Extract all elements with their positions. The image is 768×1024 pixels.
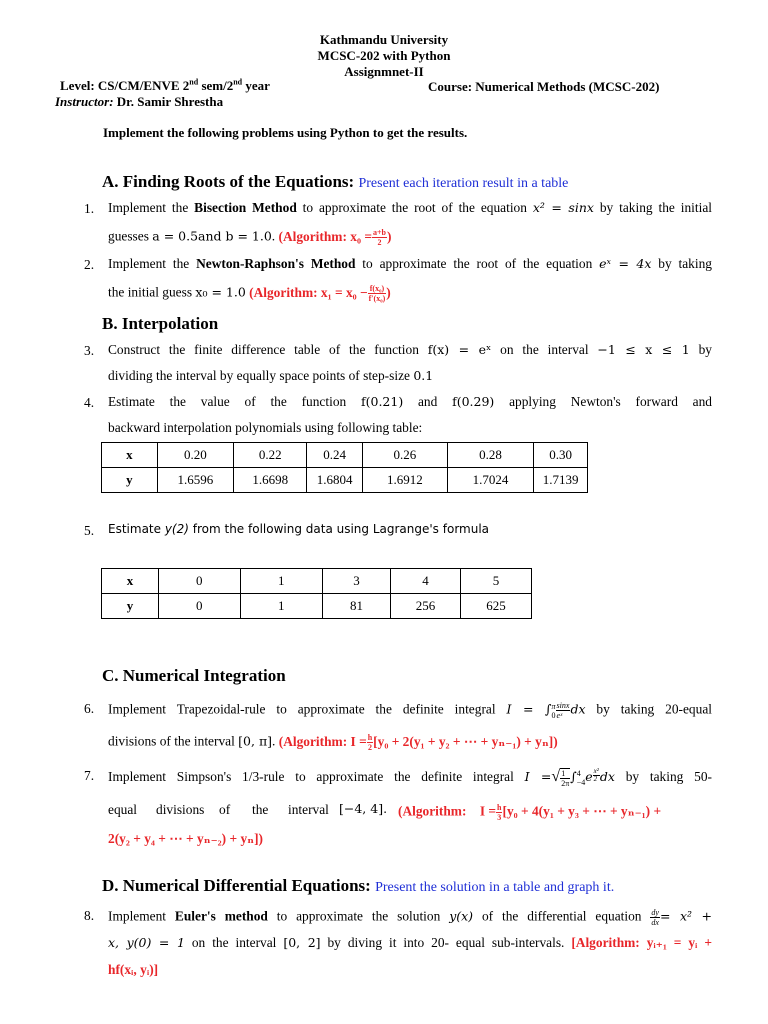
university-name: Kathmandu University xyxy=(319,32,449,47)
p7-text-b: by taking 50- xyxy=(614,769,712,785)
p7-root-fraction xyxy=(560,768,570,788)
p7-word-interval: interval xyxy=(288,802,329,817)
table-row xyxy=(102,594,532,619)
p6-integral: I = ∫ xyxy=(506,701,552,717)
problem-8-line-1 xyxy=(108,908,712,927)
p1-alg-den: 2 xyxy=(377,238,382,247)
table-cell: 1.6596 xyxy=(157,468,233,493)
p8-text-c: to approximate the solution xyxy=(267,908,450,924)
p2-guess-label: the initial guess xyxy=(108,284,196,300)
p7-root-den: 2π xyxy=(561,779,570,788)
p2-guess: x₀ = 1.0 xyxy=(195,284,246,300)
table-cell: 0.20 xyxy=(157,443,233,468)
p3-text-b: on the interval xyxy=(491,342,598,357)
table-header-cell: x xyxy=(102,569,159,594)
p8-deriv-den: dx xyxy=(651,918,659,927)
problem-2-number: 2. xyxy=(84,257,95,272)
p7-limits xyxy=(577,769,586,787)
p8-initial-condition: x, y(0) = 1 xyxy=(108,935,185,950)
p8-deriv-num: dy xyxy=(651,908,659,917)
p2-text-a: Implement the xyxy=(108,256,197,271)
p5-target: y(2) xyxy=(164,522,189,536)
p4-value-1: f(0.21) xyxy=(360,394,404,409)
p6-interval: [0, π] xyxy=(238,733,273,749)
p6-interval-label: divisions of the interval xyxy=(108,733,239,749)
p1-period: . xyxy=(271,228,279,244)
problem-3-number: 3. xyxy=(84,343,95,358)
problem-2-line-1 xyxy=(108,257,712,271)
p8-interval: [0, 2] xyxy=(283,935,321,950)
table-cell: 1.6698 xyxy=(234,468,307,493)
p7-integral-sign: ∫ xyxy=(570,769,577,785)
p6-period: . xyxy=(272,733,279,749)
table-header-cell: x xyxy=(102,443,158,468)
p1-text-d: by taking the initial xyxy=(593,200,712,215)
table-row xyxy=(102,569,532,594)
p7-exp-den: 2 xyxy=(593,775,598,783)
p7-alg-formula: [y₀ + 4(y₁ + y₃ + ⋯ + yₙ₋₁) + xyxy=(502,803,662,819)
p2-text-d: by taking xyxy=(651,256,712,271)
table-cell: 0.24 xyxy=(307,443,363,468)
p6-lower-limit: 0 xyxy=(551,710,556,720)
table-cell: 0 xyxy=(159,594,241,619)
p6-integrand xyxy=(556,701,571,720)
instructor-line xyxy=(55,94,223,110)
p2-text-c: to approximate the root of the equation xyxy=(355,256,600,271)
table-cell: 81 xyxy=(323,594,391,619)
p2-alg-num: f(x₀) xyxy=(368,284,387,294)
p2-alg-fraction xyxy=(368,284,387,303)
problem-6-line-2 xyxy=(108,733,712,752)
p7-word-of: of xyxy=(219,802,231,817)
p7-lower-limit: −4 xyxy=(576,778,586,787)
level-line xyxy=(60,78,270,94)
p3-text-c: by xyxy=(689,342,712,357)
problem-4-line-1 xyxy=(108,395,712,409)
p1-algorithm xyxy=(278,228,392,247)
p8-text-e: on the interval xyxy=(184,935,284,950)
p6-alg-den: 2 xyxy=(367,743,372,752)
table-header-cell: y xyxy=(102,594,159,619)
instructor-name: Dr. Samir Shrestha xyxy=(113,94,224,109)
level-sup-1: nd xyxy=(189,77,199,87)
problem-7-line-1 xyxy=(108,768,712,788)
p6-text-b: by taking 20-equal xyxy=(585,701,712,717)
p7-word-the: the xyxy=(252,802,269,817)
p7-text-a: Implement Simpson's 1/3-rule to approximate the definite integral xyxy=(108,769,525,785)
p1-guesses-label: guesses xyxy=(108,228,153,244)
problem-5-number: 5. xyxy=(84,523,95,538)
table-header-cell: y xyxy=(102,468,158,493)
p2-equation: eˣ = 4x xyxy=(599,256,652,271)
p8-derivative xyxy=(650,908,660,927)
problem-6-line-1 xyxy=(108,701,712,720)
problem-7-number: 7. xyxy=(84,768,95,783)
table-cell: 1 xyxy=(240,569,323,594)
p7-dx: dx xyxy=(599,769,615,785)
p1-alg-fraction xyxy=(372,228,387,247)
p3-text-a: Construct the finite difference table of the function xyxy=(108,342,428,357)
interpolation-table xyxy=(101,442,588,493)
table-cell: 0 xyxy=(159,569,241,594)
problem-1-line-1 xyxy=(108,201,712,215)
p5-text-a: Estimate xyxy=(108,522,165,536)
table-cell: 5 xyxy=(460,569,531,594)
p1-alg-end: ) xyxy=(386,228,392,244)
table-row xyxy=(102,468,588,493)
table-cell: 4 xyxy=(390,569,460,594)
table-cell: 1.7139 xyxy=(534,468,588,493)
p6-alg-num: h xyxy=(367,733,373,742)
p7-exp-base: e xyxy=(585,769,593,785)
section-b-heading: B. Interpolation xyxy=(102,314,219,333)
problem-8-line-2 xyxy=(108,936,712,950)
p1-guesses: a = 0.5and b = 1.0 xyxy=(152,228,272,244)
lagrange-table xyxy=(101,568,532,619)
p2-alg-den: f′(x₀) xyxy=(368,294,386,303)
p8-text-d: of the differential equation xyxy=(473,908,651,924)
p4-text-c: applying Newton's forward and xyxy=(494,394,712,409)
p3-step-label: dividing the interval by equally space points of step-size xyxy=(108,368,414,383)
problem-4-line-2: backward interpolation polynomials using following table: xyxy=(108,420,423,435)
p7-alg-num: h xyxy=(497,803,502,812)
p1-equation: x² = sinx xyxy=(532,200,594,215)
level-end: year xyxy=(242,78,270,93)
table-cell: 1 xyxy=(240,594,323,619)
p7-word-equal: equal xyxy=(108,802,137,817)
p7-word-divisions: divisions xyxy=(156,802,205,817)
p2-alg-end: ) xyxy=(386,284,391,300)
table-cell: 0.30 xyxy=(534,443,588,468)
p7-exp-num: x² xyxy=(593,767,599,775)
p8-solution: y(x) xyxy=(449,908,474,924)
table-cell: 1.7024 xyxy=(447,468,534,493)
problem-4-number: 4. xyxy=(84,395,95,410)
table-cell: 1.6804 xyxy=(307,468,363,493)
p6-upper-limit: π xyxy=(551,701,556,711)
section-a-heading xyxy=(102,172,568,192)
problem-1-line-2 xyxy=(108,228,712,247)
section-d-note: Present the solution in a table and graph it. xyxy=(375,880,615,895)
p7-integral-label: I = xyxy=(524,769,552,785)
p7-alg-text: (Algorithm: xyxy=(398,803,467,819)
level-label: Level: CS/CM/ENVE 2 xyxy=(60,78,190,93)
problem-8-line-3: hf(xᵢ, yᵢ)] xyxy=(108,962,159,977)
p4-value-2: f(0.29) xyxy=(452,394,495,409)
p8-method: Euler's method xyxy=(174,908,268,924)
table-cell: 0.22 xyxy=(234,443,307,468)
section-d-heading xyxy=(102,876,614,896)
section-c-heading: C. Numerical Integration xyxy=(102,666,286,685)
p4-text-a: Estimate the value of the function xyxy=(108,394,361,409)
p6-dx: dx xyxy=(570,701,586,717)
p1-text-a: Implement the xyxy=(108,200,195,215)
assignment-title: Assignmnet-II xyxy=(344,64,424,79)
p7-sqrt-icon: √ xyxy=(551,768,561,786)
problem-1-number: 1. xyxy=(84,201,95,216)
p5-text-b: from the following data using Lagrange's formula xyxy=(188,522,490,536)
p8-text-a: Implement xyxy=(108,908,175,924)
p3-function: f(x) = eˣ xyxy=(427,342,492,357)
problem-8-number: 8. xyxy=(84,908,95,923)
table-cell: 3 xyxy=(323,569,391,594)
p1-alg-text: (Algorithm: x₀ = xyxy=(278,228,372,244)
p6-integrand-den: eˣ xyxy=(556,711,563,720)
problem-2-line-2 xyxy=(108,284,712,303)
p1-text-c: to approximate the root of the equation xyxy=(296,200,533,215)
p8-algorithm: [Algorithm: yᵢ₊₁ = yᵢ + xyxy=(571,935,712,950)
p1-method: Bisection Method xyxy=(194,200,297,215)
p6-alg-text: (Algorithm: I = xyxy=(278,733,367,749)
p2-alg-text: (Algorithm: x₁ = x₀ − xyxy=(249,284,368,300)
level-sup-2: nd xyxy=(233,77,243,87)
course-code: MCSC-202 with Python xyxy=(317,48,451,63)
table-row xyxy=(102,443,588,468)
p8-equation: = x² + xyxy=(659,908,712,924)
instructor-label: Instructor: xyxy=(55,94,114,109)
intro-text: Implement the following problems using Python to get the results. xyxy=(103,125,468,140)
problem-3-line-2 xyxy=(108,369,712,383)
problem-3-line-1 xyxy=(108,343,712,357)
section-d-title: D. Numerical Differential Equations: xyxy=(102,876,371,895)
p7-algorithm xyxy=(398,803,661,822)
p1-alg-num: a+b xyxy=(372,228,386,237)
p7-root-num: 1 xyxy=(560,769,570,779)
problem-6-number: 6. xyxy=(84,701,95,716)
p2-method: Newton-Raphson's Method xyxy=(196,256,356,271)
p7-interval: [−4, 4]. xyxy=(339,801,388,816)
table-cell: 256 xyxy=(390,594,460,619)
p6-algorithm xyxy=(278,733,558,752)
problem-5-line-1 xyxy=(108,523,712,535)
p2-algorithm xyxy=(249,284,391,303)
p7-upper-limit: 4 xyxy=(576,769,581,778)
p6-integrand-num: sinx xyxy=(556,701,570,710)
p7-exponent xyxy=(593,768,600,783)
table-cell: 1.6912 xyxy=(363,468,448,493)
p6-alg-formula: [y₀ + 2(y₁ + y₂ + ⋯ + yₙ₋₁) + yₙ]) xyxy=(373,733,558,749)
p7-alg-den: 3 xyxy=(497,813,502,822)
p6-text-a: Implement Trapezoidal-rule to approximate the definite integral xyxy=(108,701,507,717)
p4-text-b: and xyxy=(403,394,453,409)
table-cell: 625 xyxy=(460,594,531,619)
section-a-title: A. Finding Roots of the Equations: xyxy=(102,172,355,191)
level-mid: sem/2 xyxy=(198,78,234,93)
problem-7-line-3: 2(y₂ + y₄ + ⋯ + yₙ₋₂) + yₙ]) xyxy=(108,831,264,846)
table-cell: 0.26 xyxy=(363,443,448,468)
p3-interval: −1 ≤ x ≤ 1 xyxy=(597,342,690,357)
section-a-note: Present each iteration result in a table xyxy=(358,176,569,191)
p7-alg-lhs: I = xyxy=(479,803,497,819)
course-name: Course: Numerical Methods (MCSC-202) xyxy=(428,79,660,94)
table-cell: 0.28 xyxy=(447,443,534,468)
p3-step: 0.1 xyxy=(413,368,434,383)
p8-text-f: by diving it into 20- equal sub-intervals. xyxy=(320,935,572,950)
